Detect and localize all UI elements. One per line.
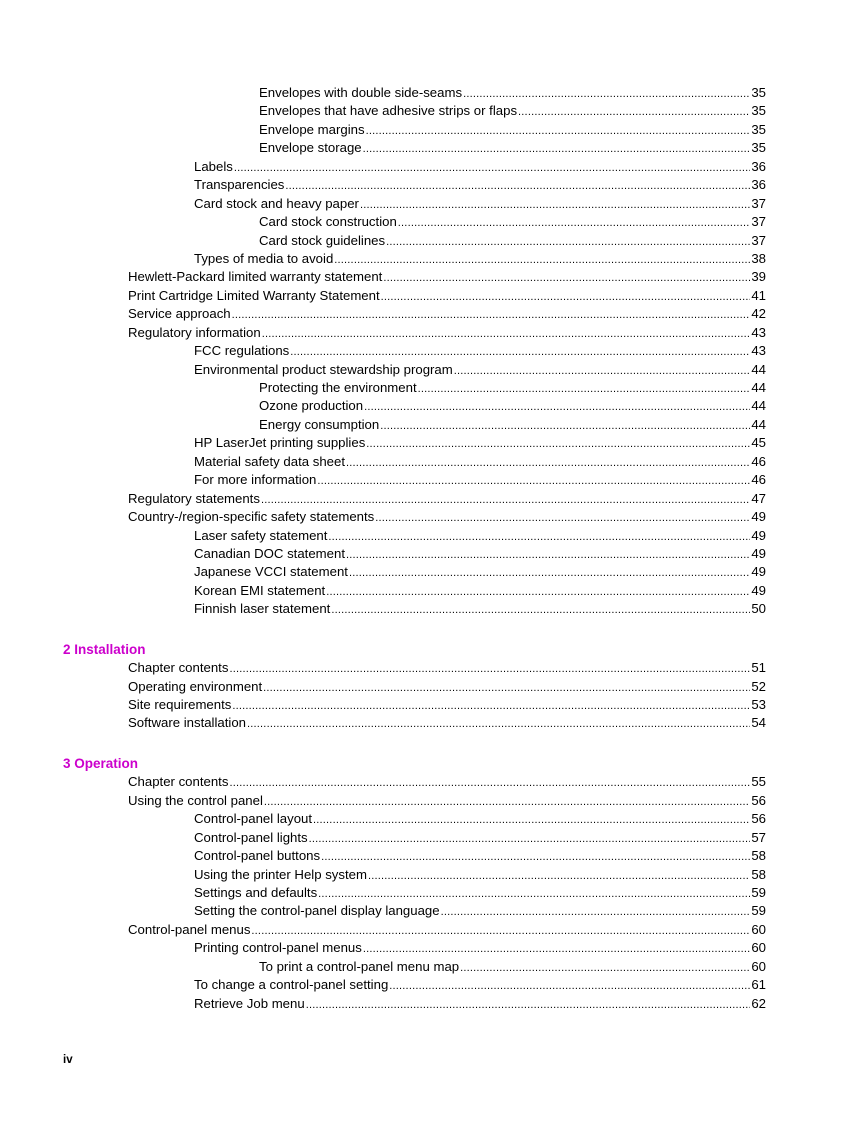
- dot-leader: [229, 660, 750, 678]
- toc-entry-title: Envelopes that have adhesive strips or flaps: [259, 103, 518, 119]
- toc-entry[interactable]: [0, 582, 843, 600]
- toc-entry[interactable]: [0, 84, 843, 102]
- toc-entry[interactable]: [0, 176, 843, 194]
- toc-entry-title: Types of media to avoid: [194, 250, 334, 266]
- dot-leader: [418, 380, 751, 398]
- dot-leader: [328, 528, 750, 546]
- dot-leader: [364, 398, 750, 416]
- dot-leader: [454, 362, 751, 380]
- toc-entry[interactable]: [0, 659, 843, 677]
- dot-leader: [306, 996, 751, 1014]
- toc-entry[interactable]: [0, 884, 843, 902]
- dot-leader: [317, 472, 750, 490]
- toc-entry-page: 54: [751, 715, 766, 731]
- chapter-heading[interactable]: 3 Operation: [63, 755, 139, 771]
- toc-entry-page: 37: [751, 232, 766, 248]
- toc-entry[interactable]: [0, 195, 843, 213]
- toc-entry-title: Korean EMI statement: [194, 582, 326, 598]
- toc-entry-page: 62: [751, 995, 766, 1011]
- toc-entry-title: Country-/region-specific safety statements: [128, 509, 375, 525]
- toc-entry-title: Setting the control-panel display language: [194, 903, 440, 919]
- toc-entry-title: HP LaserJet printing supplies: [194, 435, 366, 451]
- dot-leader: [318, 885, 750, 903]
- dot-leader: [368, 867, 750, 885]
- toc-entry[interactable]: [0, 305, 843, 323]
- toc-entry[interactable]: [0, 508, 843, 526]
- toc-entry-page: 35: [751, 85, 766, 100]
- toc-entry-title: Ozone production: [259, 398, 364, 414]
- dot-leader: [334, 251, 750, 269]
- toc-entry-title: Print Cartridge Limited Warranty Statement: [128, 287, 380, 303]
- toc-entry[interactable]: [0, 810, 843, 828]
- table-of-contents: [0, 84, 843, 1013]
- toc-entry-page: 49: [751, 509, 766, 525]
- toc-entry-page: 55: [751, 774, 766, 790]
- toc-entry-title: Retrieve Job menu: [194, 995, 305, 1011]
- toc-entry[interactable]: [0, 287, 843, 305]
- dot-leader: [366, 122, 751, 140]
- dot-leader: [366, 435, 750, 453]
- chapter-heading[interactable]: 2 Installation: [63, 641, 146, 657]
- toc-entry-title: Operating environment: [128, 678, 263, 694]
- dot-leader: [363, 940, 750, 958]
- dot-leader: [232, 697, 750, 715]
- toc-entry-title: Japanese VCCI statement: [194, 564, 348, 580]
- toc-entry-page: 60: [751, 921, 766, 937]
- toc-entry[interactable]: [0, 600, 843, 618]
- toc-entry[interactable]: [0, 416, 843, 434]
- toc-entry[interactable]: [0, 563, 843, 581]
- toc-entry-page: 35: [751, 103, 766, 119]
- toc-entry[interactable]: [0, 121, 843, 139]
- toc-entry[interactable]: [0, 714, 843, 732]
- toc-entry[interactable]: [0, 545, 843, 563]
- toc-entry-page: 44: [751, 398, 766, 414]
- toc-entry[interactable]: [0, 866, 843, 884]
- toc-entry[interactable]: [0, 342, 843, 360]
- toc-entry[interactable]: [0, 921, 843, 939]
- toc-entry[interactable]: [0, 792, 843, 810]
- toc-entry-title: Canadian DOC statement: [194, 545, 345, 561]
- dot-leader: [386, 233, 750, 251]
- toc-entry-page: 37: [751, 195, 766, 211]
- toc-entry-page: 50: [751, 601, 766, 617]
- toc-entry-title: Finnish laser statement: [194, 601, 331, 617]
- toc-entry[interactable]: [0, 696, 843, 714]
- toc-entry-page: 44: [751, 380, 766, 395]
- toc-entry-title: Settings and defaults: [194, 884, 318, 900]
- toc-entry-title: Using the printer Help system: [194, 866, 367, 882]
- toc-entry-title: Site requirements: [128, 697, 232, 712]
- toc-entry-page: 53: [751, 697, 766, 712]
- dot-leader: [331, 601, 750, 619]
- toc-entry-page: 59: [751, 884, 766, 900]
- toc-entry-title: Laser safety statement: [194, 527, 328, 543]
- toc-entry-page: 46: [751, 453, 766, 469]
- toc-entry-title: Transparencies: [194, 177, 285, 193]
- toc-entry[interactable]: [0, 678, 843, 696]
- toc-entry[interactable]: [0, 829, 843, 847]
- toc-entry-title: Material safety data sheet: [194, 453, 346, 469]
- dot-leader: [264, 793, 750, 811]
- toc-entry-page: 57: [751, 829, 766, 845]
- toc-entry-title: Labels: [194, 158, 233, 174]
- toc-entry-title: Regulatory statements: [128, 490, 260, 506]
- toc-entry-page: 52: [751, 678, 766, 694]
- toc-entry[interactable]: [0, 213, 843, 231]
- toc-entry-page: 44: [751, 416, 766, 432]
- toc-entry-page: 36: [751, 158, 766, 174]
- toc-entry-page: 39: [751, 269, 766, 285]
- toc-entry[interactable]: [0, 379, 843, 397]
- toc-entry-page: 60: [751, 940, 766, 956]
- toc-entry-title: Chapter contents: [128, 660, 229, 676]
- toc-entry[interactable]: [0, 471, 843, 489]
- toc-entry-page: 35: [751, 121, 766, 137]
- toc-entry-title: Control-panel buttons: [194, 848, 321, 864]
- toc-entry-title: Control-panel lights: [194, 829, 308, 845]
- dot-leader: [251, 922, 750, 940]
- toc-entry[interactable]: [0, 939, 843, 957]
- toc-entry[interactable]: [0, 158, 843, 176]
- toc-entry[interactable]: [0, 397, 843, 415]
- toc-entry-page: 60: [751, 958, 766, 974]
- toc-entry-page: 49: [751, 582, 766, 598]
- dot-leader: [518, 103, 750, 121]
- toc-entry-page: 43: [751, 343, 766, 359]
- toc-entry-title: To change a control-panel setting: [194, 977, 389, 993]
- dot-leader: [389, 977, 750, 995]
- toc-entry-page: 41: [751, 287, 766, 303]
- toc-entry-page: 49: [751, 527, 766, 543]
- toc-entry-title: Hewlett-Packard limited warranty statement: [128, 269, 383, 285]
- toc-entry-page: 44: [751, 361, 766, 377]
- dot-leader: [363, 140, 751, 158]
- toc-entry-page: 38: [751, 250, 766, 266]
- dot-leader: [383, 269, 750, 287]
- toc-entry-page: 35: [751, 140, 766, 156]
- toc-entry-title: Card stock construction: [259, 214, 397, 230]
- dot-leader: [261, 491, 750, 509]
- section-gap: [0, 733, 843, 755]
- section-gap: [0, 619, 843, 641]
- toc-entry[interactable]: [0, 995, 843, 1013]
- dot-leader: [346, 454, 750, 472]
- toc-entry-page: 37: [751, 214, 766, 230]
- toc-entry-title: Control-panel layout: [194, 811, 313, 827]
- dot-leader: [232, 306, 751, 324]
- dot-leader: [346, 546, 750, 564]
- toc-entry-title: To print a control-panel menu map: [259, 958, 460, 974]
- dot-leader: [321, 848, 750, 866]
- dot-leader: [229, 774, 750, 792]
- dot-leader: [285, 177, 750, 195]
- dot-leader: [463, 85, 750, 103]
- toc-entry[interactable]: [0, 434, 843, 452]
- dot-leader: [326, 583, 750, 601]
- dot-leader: [375, 509, 750, 527]
- toc-entry-title: Control-panel menus: [128, 921, 251, 937]
- toc-entry-page: 56: [751, 792, 766, 808]
- toc-entry-page: 47: [751, 490, 766, 506]
- toc-entry[interactable]: [0, 324, 843, 342]
- dot-leader: [263, 679, 750, 697]
- toc-entry-page: 58: [751, 866, 766, 882]
- toc-entry-title: Environmental product stewardship program: [194, 361, 453, 377]
- toc-entry[interactable]: [0, 268, 843, 286]
- toc-entry-title: Software installation: [128, 715, 247, 731]
- dot-leader: [441, 903, 751, 921]
- toc-entry-title: FCC regulations: [194, 343, 290, 359]
- toc-entry-page: 61: [751, 977, 766, 993]
- dot-leader: [398, 214, 751, 232]
- toc-entry-page: 45: [751, 435, 766, 451]
- dot-leader: [360, 196, 750, 214]
- toc-entry[interactable]: [0, 958, 843, 976]
- dot-leader: [381, 288, 751, 306]
- toc-entry-title: Protecting the environment: [259, 380, 417, 395]
- toc-entry-page: 49: [751, 545, 766, 561]
- toc-entry[interactable]: [0, 361, 843, 379]
- toc-entry[interactable]: [0, 250, 843, 268]
- dot-leader: [349, 564, 750, 582]
- toc-entry-title: Printing control-panel menus: [194, 940, 362, 956]
- toc-entry-title: Energy consumption: [259, 416, 380, 432]
- toc-entry-title: Chapter contents: [128, 774, 229, 790]
- toc-entry-title: Envelopes with double side-seams: [259, 85, 463, 100]
- toc-entry[interactable]: [0, 976, 843, 994]
- toc-entry-title: Card stock guidelines: [259, 232, 386, 248]
- toc-entry-title: Regulatory information: [128, 324, 261, 340]
- toc-entry-page: 49: [751, 564, 766, 580]
- toc-entry[interactable]: [0, 773, 843, 791]
- toc-entry[interactable]: [0, 102, 843, 120]
- toc-entry[interactable]: [0, 902, 843, 920]
- dot-leader: [313, 811, 750, 829]
- toc-entry[interactable]: [0, 527, 843, 545]
- toc-entry[interactable]: [0, 453, 843, 471]
- toc-entry-page: 36: [751, 177, 766, 193]
- toc-entry[interactable]: [0, 490, 843, 508]
- dot-leader: [380, 417, 750, 435]
- toc-entry-title: For more information: [194, 472, 317, 488]
- page-number: iv: [63, 1054, 73, 1066]
- toc-entry[interactable]: [0, 232, 843, 250]
- toc-entry-page: 43: [751, 324, 766, 340]
- toc-entry-page: 59: [751, 903, 766, 919]
- dot-leader: [460, 959, 750, 977]
- toc-entry-page: 46: [751, 472, 766, 488]
- dot-leader: [309, 830, 751, 848]
- toc-entry-page: 51: [751, 660, 766, 676]
- toc-entry-title: Card stock and heavy paper: [194, 195, 359, 211]
- toc-entry-title: Using the control panel: [128, 792, 263, 808]
- dot-leader: [234, 159, 750, 177]
- dot-leader: [290, 343, 750, 361]
- toc-entry[interactable]: [0, 847, 843, 865]
- toc-entry-title: Envelope storage: [259, 140, 362, 156]
- toc-entry[interactable]: [0, 139, 843, 157]
- toc-entry-title: Envelope margins: [259, 121, 365, 137]
- toc-entry-page: 42: [751, 306, 766, 322]
- dot-leader: [247, 715, 750, 733]
- toc-entry-page: 56: [751, 811, 766, 827]
- dot-leader: [262, 325, 751, 343]
- toc-entry-page: 58: [751, 848, 766, 864]
- toc-entry-title: Service approach: [128, 306, 231, 322]
